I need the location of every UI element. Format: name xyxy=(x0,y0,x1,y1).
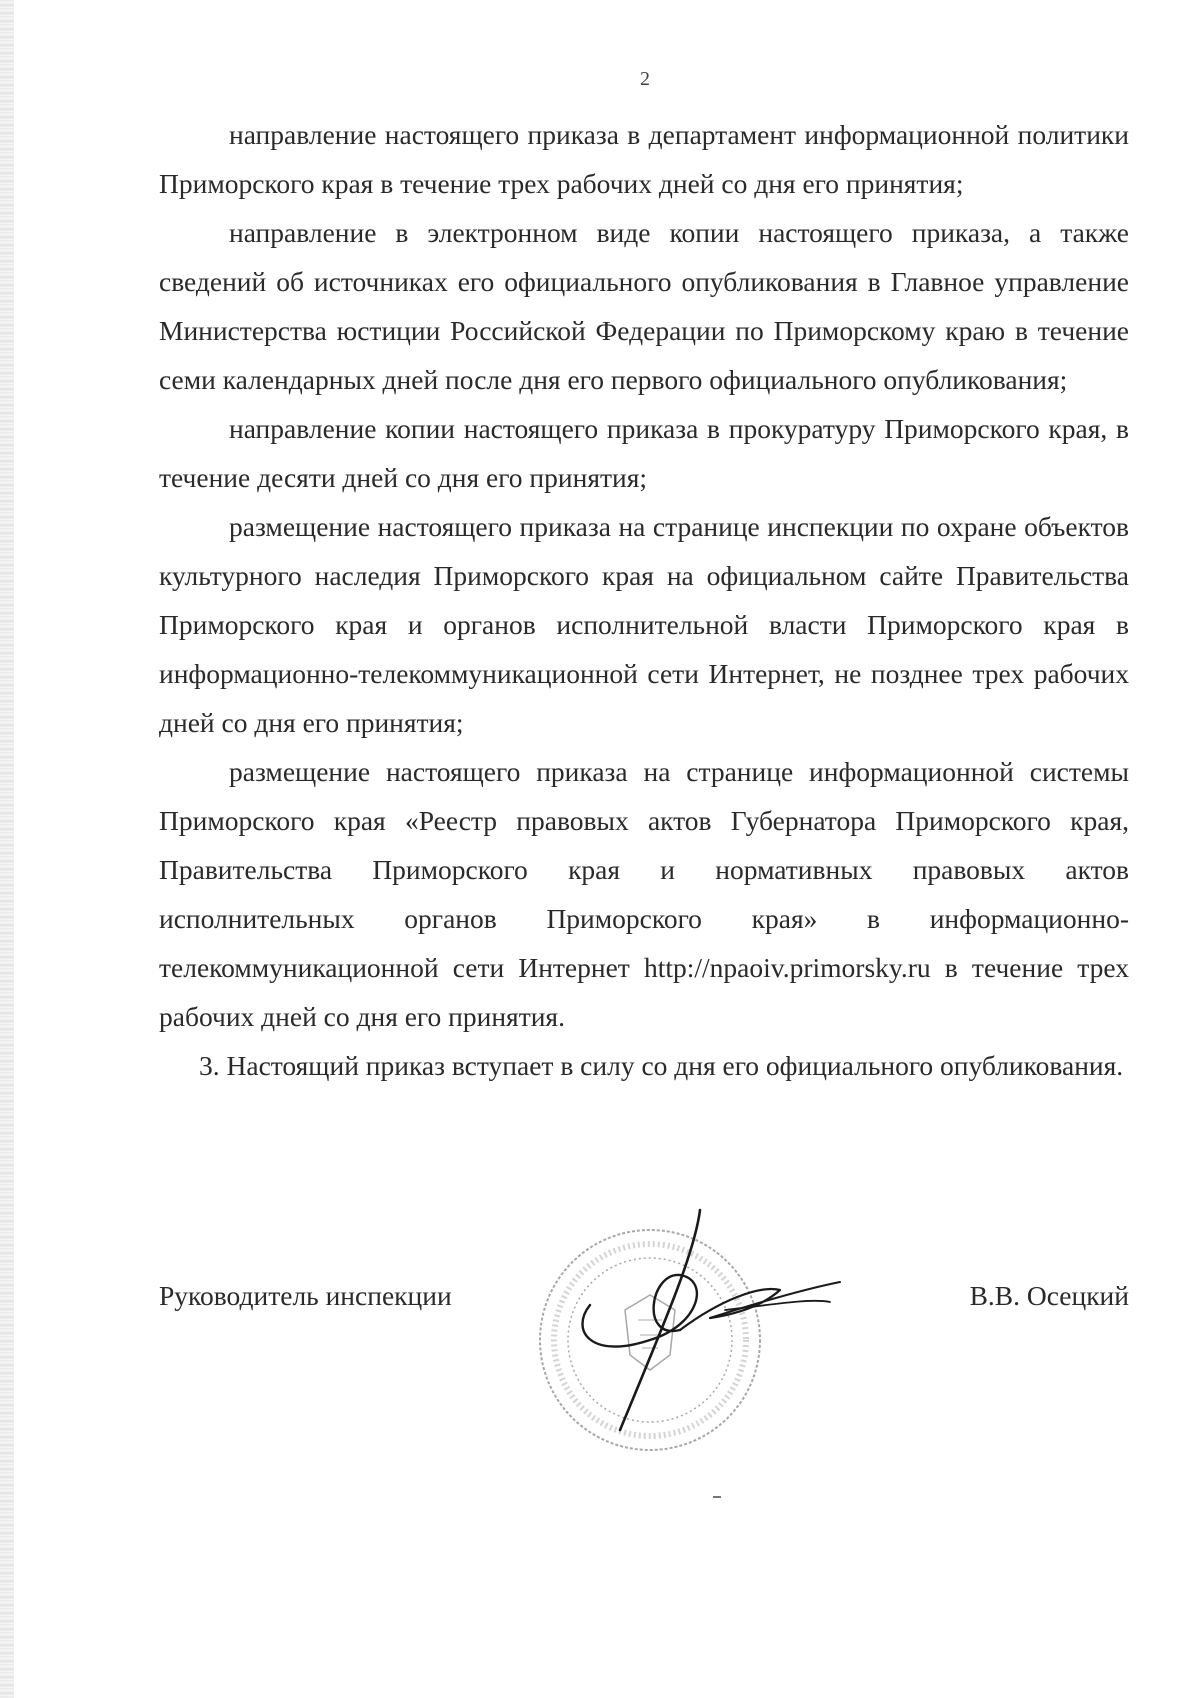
paragraph-info-policy: направление настоящего приказа в департамент информационной политики Приморского края в течение трех рабочих дней со дня его принятия; xyxy=(159,119,1129,199)
document-body xyxy=(159,110,1129,1090)
handwritten-signature xyxy=(583,1210,841,1430)
paragraph-prosecutor: направление копии настоящего приказа в прокуратуру Приморского края, в течение десяти дней со дня его принятия; xyxy=(159,413,1129,493)
stray-scan-mark xyxy=(713,1496,721,1498)
signatory-role: Руководитель инспекции xyxy=(159,1280,452,1311)
signatory-name: В.В. Осецкий xyxy=(969,1280,1129,1311)
signature-block xyxy=(159,1280,1129,1320)
scan-edge-artifact xyxy=(0,0,14,1698)
paragraph-official-site: размещение настоящего приказа на странице инспекции по охране объектов культурного наследия Приморского края на официальном сайте Правительства Приморского края и органов исполнительной власти Приморского края в информационно-телекоммуникационной сети Интернет, не позднее трех рабочих дней со дня его принятия; xyxy=(159,511,1129,738)
official-stamp-and-signature xyxy=(530,1190,910,1470)
page-number: 2 xyxy=(640,68,650,90)
paragraph-registry: размещение настоящего приказа на странице информационной системы Приморского края «Реестр правовых актов Губернатора Приморского края, Правительства Приморского края и нормативных правовых актов исполнительных органов Приморского края» в информационно-телекоммуникационной сети Интернет http://npaoiv.primorsky.ru в течение трех рабочих дней со дня его принятия. xyxy=(159,756,1129,1032)
paragraph-ministry-justice: направление в электронном виде копии настоящего приказа, а также сведений об источниках его официального опубликования в Главное управление Министерства юстиции Российской Федерации по Приморскому краю в течение семи календарных дней после дня его первого официального опубликования; xyxy=(159,217,1129,395)
paragraph-effective-date: 3. Настоящий приказ вступает в силу со дня его официального опубликования. xyxy=(199,1050,1124,1081)
